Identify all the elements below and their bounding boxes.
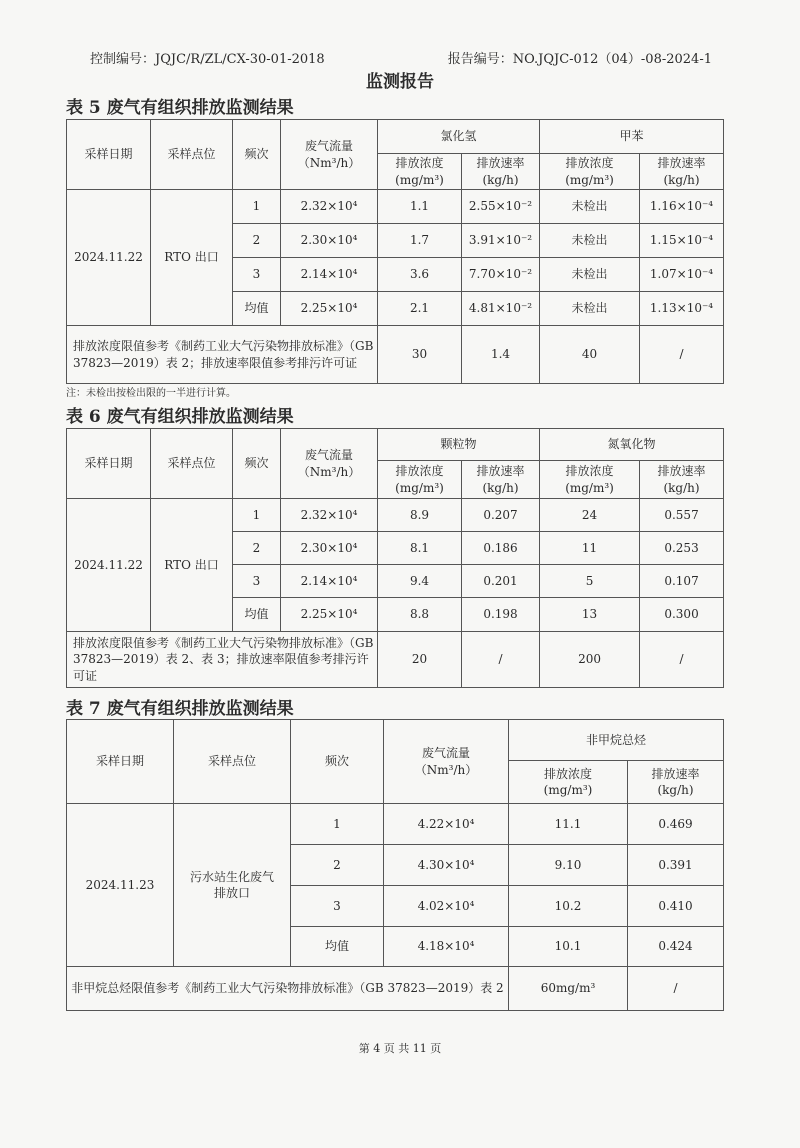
limit-value: 1.4 [462, 326, 540, 384]
limit-value: / [640, 632, 724, 688]
col-point: 采样点位 [151, 120, 233, 190]
flow: 2.25×10⁴ [281, 292, 378, 326]
conc: 9.10 [509, 845, 628, 886]
conc: 未检出 [540, 292, 640, 326]
rate: 7.70×10⁻² [462, 258, 540, 292]
flow: 4.02×10⁴ [384, 886, 509, 927]
rate: 2.55×10⁻² [462, 190, 540, 224]
conc: 8.8 [378, 598, 462, 632]
flow: 2.30×10⁴ [281, 224, 378, 258]
table-row [67, 190, 724, 224]
sample-date: 2024.11.22 [67, 499, 151, 632]
table7-caption: 表 7 废气有组织排放监测结果 [66, 699, 294, 719]
conc: 1.7 [378, 224, 462, 258]
rate: 0.424 [628, 927, 724, 967]
rate: 0.557 [640, 499, 724, 532]
limit-value: / [462, 632, 540, 688]
col-flow: 废气流量 （Nm³/h） [281, 429, 378, 499]
conc: 1.1 [378, 190, 462, 224]
col-flow: 废气流量 （Nm³/h） [384, 720, 509, 804]
pollutant-hcl: 氯化氢 [378, 120, 540, 154]
sample-point: RTO 出口 [151, 499, 233, 632]
flow: 2.32×10⁴ [281, 499, 378, 532]
freq: 2 [233, 224, 281, 258]
limit-value: 60mg/m³ [509, 967, 628, 1011]
flow: 4.30×10⁴ [384, 845, 509, 886]
limit-value: / [628, 967, 724, 1011]
conc: 8.9 [378, 499, 462, 532]
conc: 3.6 [378, 258, 462, 292]
col-freq: 频次 [233, 120, 281, 190]
freq: 1 [291, 804, 384, 845]
col-rate: 排放速率 (kg/h) [628, 761, 724, 804]
rate: 1.07×10⁻⁴ [640, 258, 724, 292]
rate: 1.13×10⁻⁴ [640, 292, 724, 326]
col-rate: 排放速率 (kg/h) [640, 461, 724, 499]
col-date: 采样日期 [67, 720, 174, 804]
rate: 0.186 [462, 532, 540, 565]
conc: 8.1 [378, 532, 462, 565]
rate: 0.198 [462, 598, 540, 632]
col-date: 采样日期 [67, 429, 151, 499]
conc: 2.1 [378, 292, 462, 326]
col-rate: 排放速率 (kg/h) [462, 461, 540, 499]
freq: 均值 [233, 292, 281, 326]
table5-caption: 表 5 废气有组织排放监测结果 [66, 98, 294, 118]
freq: 3 [291, 886, 384, 927]
table-row [67, 499, 724, 532]
freq: 2 [233, 532, 281, 565]
conc: 24 [540, 499, 640, 532]
rate: 1.16×10⁻⁴ [640, 190, 724, 224]
flow: 2.25×10⁴ [281, 598, 378, 632]
conc: 11 [540, 532, 640, 565]
sample-point: 污水站生化废气排放口 [174, 804, 291, 967]
flow: 2.30×10⁴ [281, 532, 378, 565]
col-date: 采样日期 [67, 120, 151, 190]
table7 [66, 719, 724, 1011]
page-number: 第 4 页 共 11 页 [358, 1042, 442, 1055]
col-freq: 频次 [291, 720, 384, 804]
pollutant-particulate: 颗粒物 [378, 429, 540, 461]
col-conc: 排放浓度 (mg/m³) [378, 461, 462, 499]
flow: 2.14×10⁴ [281, 565, 378, 598]
limit-value: 200 [540, 632, 640, 688]
limit-row [67, 967, 724, 1011]
pollutant-nmhc: 非甲烷总烃 [509, 720, 724, 761]
rate: 1.15×10⁻⁴ [640, 224, 724, 258]
limit-row [67, 632, 724, 688]
rate: 0.253 [640, 532, 724, 565]
limit-value: 30 [378, 326, 462, 384]
rate: 0.300 [640, 598, 724, 632]
flow: 2.32×10⁴ [281, 190, 378, 224]
report-title: 监测报告 [366, 72, 434, 92]
freq: 均值 [291, 927, 384, 967]
limit-text: 非甲烷总烃限值参考《制药工业大气污染物排放标准》（GB 37823—2019）表 2 [67, 967, 509, 1011]
col-rate: 排放速率 (kg/h) [640, 154, 724, 190]
limit-value: / [640, 326, 724, 384]
pollutant-nox: 氮氧化物 [540, 429, 724, 461]
col-rate: 排放速率 (kg/h) [462, 154, 540, 190]
col-point: 采样点位 [174, 720, 291, 804]
freq: 1 [233, 499, 281, 532]
conc: 11.1 [509, 804, 628, 845]
rate: 3.91×10⁻² [462, 224, 540, 258]
sample-date: 2024.11.22 [67, 190, 151, 326]
limit-value: 20 [378, 632, 462, 688]
col-flow: 废气流量 （Nm³/h） [281, 120, 378, 190]
control-number: 控制编号：JQJC/R/ZL/CX-30-01-2018 [90, 52, 325, 67]
sample-date: 2024.11.23 [67, 804, 174, 967]
limit-text: 排放浓度限值参考《制药工业大气污染物排放标准》（GB 37823—2019）表 2；排放速率限值参考排污许可证 [67, 326, 378, 384]
conc: 5 [540, 565, 640, 598]
freq: 3 [233, 565, 281, 598]
rate: 0.201 [462, 565, 540, 598]
conc: 10.2 [509, 886, 628, 927]
table6-caption: 表 6 废气有组织排放监测结果 [66, 407, 294, 427]
flow: 4.18×10⁴ [384, 927, 509, 967]
rate: 0.410 [628, 886, 724, 927]
conc: 13 [540, 598, 640, 632]
col-conc: 排放浓度 (mg/m³) [540, 154, 640, 190]
rate: 0.469 [628, 804, 724, 845]
rate: 4.81×10⁻² [462, 292, 540, 326]
conc: 未检出 [540, 224, 640, 258]
flow: 2.14×10⁴ [281, 258, 378, 292]
freq: 1 [233, 190, 281, 224]
report-number: 报告编号：NO.JQJC-012（04）-08-2024-1 [447, 52, 712, 67]
conc: 未检出 [540, 190, 640, 224]
col-conc: 排放浓度 (mg/m³) [509, 761, 628, 804]
rate: 0.391 [628, 845, 724, 886]
table6 [66, 428, 724, 688]
col-conc: 排放浓度 (mg/m³) [540, 461, 640, 499]
col-conc: 排放浓度 (mg/m³) [378, 154, 462, 190]
conc: 10.1 [509, 927, 628, 967]
limit-text: 排放浓度限值参考《制药工业大气污染物排放标准》（GB 37823—2019）表 2、表 3；排放速率限值参考排污许可证 [67, 632, 378, 688]
sample-point: RTO 出口 [151, 190, 233, 326]
limit-value: 40 [540, 326, 640, 384]
table5 [66, 119, 724, 384]
rate: 0.107 [640, 565, 724, 598]
col-point: 采样点位 [151, 429, 233, 499]
freq: 3 [233, 258, 281, 292]
rate: 0.207 [462, 499, 540, 532]
flow: 4.22×10⁴ [384, 804, 509, 845]
limit-row [67, 326, 724, 384]
col-freq: 频次 [233, 429, 281, 499]
conc: 9.4 [378, 565, 462, 598]
table5-note: 注：未检出按检出限的一半进行计算。 [66, 388, 236, 399]
freq: 2 [291, 845, 384, 886]
table-row [67, 804, 724, 845]
freq: 均值 [233, 598, 281, 632]
pollutant-toluene: 甲苯 [540, 120, 724, 154]
conc: 未检出 [540, 258, 640, 292]
